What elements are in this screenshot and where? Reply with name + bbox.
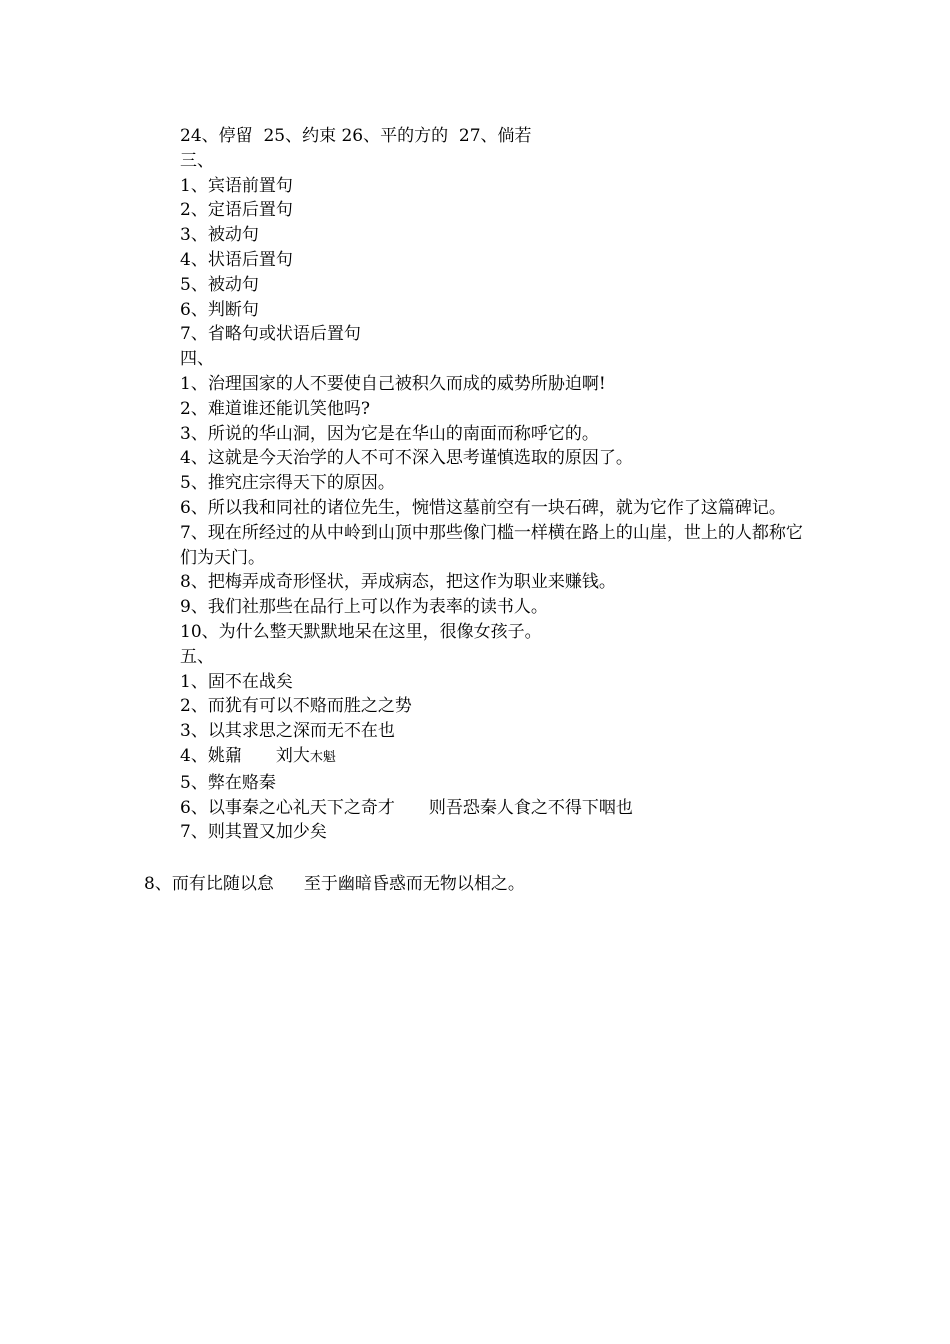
section-heading-3: 三、 — [180, 150, 214, 171]
author-liu-da: 刘大 — [275, 745, 310, 766]
answer-content — [180, 124, 810, 845]
sec3-item: 4、状语后置句 — [180, 249, 293, 270]
sec5-item-8 — [144, 872, 525, 897]
section-heading-4: 四、 — [180, 349, 214, 370]
sec5-item: 3、以其求思之深而无不在也 — [180, 721, 395, 742]
sec4-item: 1、治理国家的人不要使自己被积久而成的威势所胁迫啊! — [180, 373, 606, 394]
sec3-item: 3、被动句 — [180, 225, 259, 246]
section-heading-5: 五、 — [180, 646, 214, 667]
sec5-item8-part2: 至于幽暗昏惑而无物以相之。 — [303, 874, 525, 894]
sec4-item: 7、现在所经过的从中岭到山顶中那些像门槛一样横在路上的山崖，世上的人都称它们为天门。 — [180, 522, 803, 568]
sec3-item: 7、省略句或状语后置句 — [180, 324, 361, 345]
sec4-item: 6、所以我和同社的诸位先生，惋惜这墓前空有一块石碑，就为它作了这篇碑记。 — [180, 497, 786, 518]
author-yao-nai: 4、姚鼐 — [180, 745, 242, 766]
sec5-item8-part1: 8、而有比随以怠 — [144, 874, 274, 894]
sec5-item-authors — [180, 744, 810, 771]
sec4-item: 3、所说的华山洞，因为它是在华山的南面而称呼它的。 — [180, 423, 599, 444]
sec4-item: 5、推究庄宗得天下的原因。 — [180, 473, 395, 494]
sec5-item: 7、则其置又加少矣 — [180, 822, 327, 843]
sec5-item — [180, 796, 810, 821]
sec3-item: 1、宾语前置句 — [180, 175, 293, 196]
sec4-item: 2、难道谁还能讥笑他吗? — [180, 398, 370, 419]
sec4-item: 8、把梅弄成奇形怪状，弄成病态，把这作为职业来赚钱。 — [180, 572, 616, 593]
sec5-item: 1、固不在战矣 — [180, 671, 293, 692]
sec4-item: 10、为什么整天默默地呆在这里，很像女孩子。 — [180, 621, 542, 642]
sec5-item: 2、而犹有可以不赂而胜之之势 — [180, 696, 412, 717]
answer-line-24-27: 24、停留 25、约束 26、平的方的 27、倘若 — [180, 126, 532, 146]
sec3-item: 6、判断句 — [180, 299, 259, 320]
sec5-item: 5、弊在赂秦 — [180, 772, 276, 793]
sec4-item: 9、我们社那些在品行上可以作为表率的读书人。 — [180, 597, 548, 618]
sec5-item6-part2: 则吾恐秦人食之不得下咽也 — [428, 797, 633, 818]
sec3-item: 5、被动句 — [180, 274, 259, 295]
sec3-item: 2、定语后置句 — [180, 200, 293, 221]
sec5-item6-part1: 6、以事秦之心礼天下之奇才 — [180, 797, 395, 818]
sec4-item: 4、这就是今天治学的人不可不深入思考谨慎选取的原因了。 — [180, 448, 633, 469]
author-liu-da-suffix: 木魁 — [309, 749, 336, 765]
